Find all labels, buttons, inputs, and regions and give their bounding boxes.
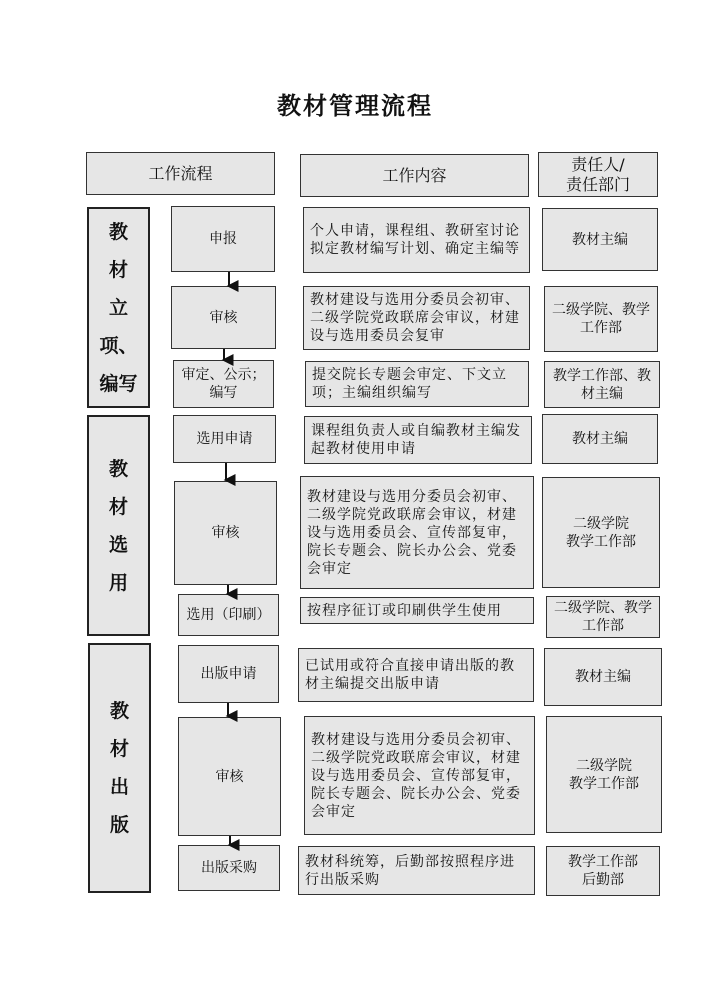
content-review-1: 教材建设与选用分委员会初审、二级学院党政联席会审议，材建设与选用委员会复审 — [303, 286, 530, 350]
step-approve-publicize-write: 审定、公示；编写 — [173, 360, 274, 408]
step-apply: 申报 — [171, 206, 275, 272]
step-publish-purchase: 出版采购 — [178, 845, 280, 891]
content-apply: 个人申请，课程组、教研室讨论拟定教材编写计划、确定主编等 — [303, 207, 530, 273]
step-review-1: 审核 — [171, 286, 276, 349]
content-publish-purchase: 教材科统筹，后勤部按照程序进行出版采购 — [298, 846, 535, 895]
content-selection-apply: 课程组负责人或自编教材主编发起教材使用申请 — [304, 416, 532, 464]
owner-publish-purchase: 教学工作部 后勤部 — [546, 846, 660, 896]
page-title: 教材管理流程 — [277, 91, 433, 120]
header-process: 工作流程 — [86, 152, 275, 195]
stage-selection: 教 材 选 用 — [87, 415, 150, 636]
owner-review-3: 二级学院 教学工作部 — [546, 716, 662, 833]
content-review-2: 教材建设与选用分委员会初审、二级学院党政联席会审议，材建设与选用委员会、宣传部复审，院长专题会、院长办公会、党委会审定 — [300, 476, 534, 589]
owner-publish-apply: 教材主编 — [544, 648, 662, 706]
owner-approve-publicize-write: 教学工作部、教材主编 — [544, 361, 660, 408]
step-selection-print: 选用（印刷） — [178, 594, 279, 636]
header-responsible: 责任人/ 责任部门 — [538, 152, 658, 197]
owner-selection-print: 二级学院、教学工作部 — [546, 596, 660, 638]
owner-review-2: 二级学院 教学工作部 — [542, 477, 660, 588]
header-content: 工作内容 — [300, 154, 529, 197]
step-selection-apply: 选用申请 — [173, 415, 276, 463]
content-approve-publicize-write: 提交院长专题会审定、下文立项；主编组织编写 — [305, 361, 529, 407]
owner-selection-apply: 教材主编 — [542, 414, 658, 464]
step-publish-apply: 出版申请 — [178, 645, 279, 703]
owner-review-1: 二级学院、教学工作部 — [544, 286, 658, 352]
step-review-2: 审核 — [174, 481, 277, 585]
stage-publishing: 教 材 出 版 — [88, 643, 151, 893]
step-review-3: 审核 — [178, 717, 281, 836]
owner-apply: 教材主编 — [542, 208, 658, 271]
content-publish-apply: 已试用或符合直接申请出版的教材主编提交出版申请 — [298, 648, 534, 702]
content-review-3: 教材建设与选用分委员会初审、二级学院党政联席会审议，材建设与选用委员会、宣传部复审，院长专题会、院长办公会、党委会审定 — [304, 716, 535, 835]
content-selection-print: 按程序征订或印刷供学生使用 — [300, 597, 534, 624]
stage-approval-writing: 教 材 立 项、 编写 — [87, 207, 150, 408]
